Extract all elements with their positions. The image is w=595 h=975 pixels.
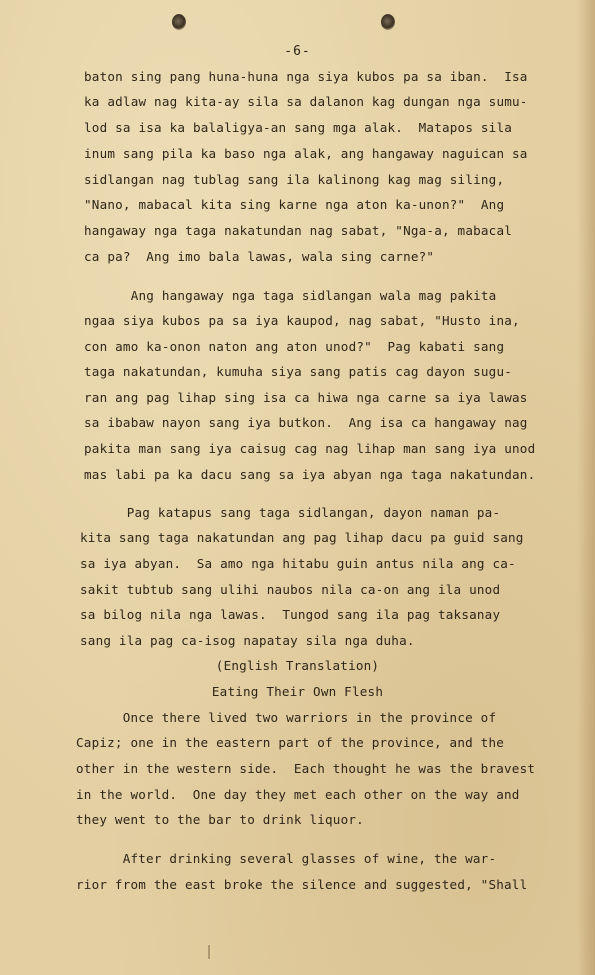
text-line: inum sang pila ka baso nga alak, ang hangaway naguican sa <box>84 146 528 161</box>
text-line: "Nano, mabacal kita sing karne nga aton ka-unon?" Ang <box>84 197 505 212</box>
text-line: sakit tubtub sang ulihi naubos nila ca-on ang ila unod <box>80 582 501 597</box>
translation-heading: (English Translation) <box>215 658 380 673</box>
text-line: Capiz; one in the eastern part of the province, and the <box>76 735 505 750</box>
text-line: other in the western side. Each thought he was the bravest <box>76 761 536 776</box>
text-line: ran ang pag lihap sing isa ca hiwa nga carne sa iya lawas <box>84 390 528 405</box>
text-line: taga nakatundan, kumuha siya sang patis cag dayon sugu- <box>84 364 513 379</box>
text-line: sa bilog nila nga lawas. Tungod sang ila pag taksanay <box>80 607 501 622</box>
text-line: Pag katapus sang taga sidlangan, dayon naman pa- <box>80 505 501 520</box>
text-line: baton sing pang huna-huna nga siya kubos pa sa iban. Isa <box>84 69 528 84</box>
text-line: ngaa siya kubos pa sa iya kaupod, nag sabat, "Husto ina, <box>84 313 520 328</box>
text-line: sa ibabaw nayon sang iya butkon. Ang isa ca hangaway nag <box>84 415 528 430</box>
paper-mark <box>208 945 210 959</box>
story-title: Eating Their Own Flesh <box>211 684 384 699</box>
text-line: con amo ka-onon naton ang aton unod?" Pag kabati sang <box>84 339 505 354</box>
text-line: Once there lived two warriors in the province of <box>76 710 497 725</box>
text-line: they went to the bar to drink liquor. <box>76 812 364 827</box>
page-number: -6- <box>284 44 311 59</box>
text-line: ka adlaw nag kita-ay sila sa dalanon kag dungan nga sumu- <box>84 94 528 109</box>
text-line: in the world. One day they met each other on the way and <box>76 787 520 802</box>
punch-hole-right <box>381 14 395 30</box>
text-line: kita sang taga nakatundan ang pag lihap dacu pa guid sang <box>80 530 524 545</box>
text-line: sa iya abyan. Sa amo nga hitabu guin antus nila ang ca- <box>80 556 516 571</box>
text-line: Ang hangaway nga taga sidlangan wala mag pakita <box>84 288 497 303</box>
text-line: rior from the east broke the silence and suggested, "Shall <box>76 877 528 892</box>
text-line: sidlangan nag tublag sang ila kalinong kag mag siling, <box>84 172 505 187</box>
text-line: mas labi pa ka dacu sang sa iya abyan nga taga nakatundan. <box>84 467 536 482</box>
text-line: sang ila pag ca-isog napatay sila nga duha. <box>80 633 415 648</box>
text-line: pakita man sang iya caisug cag nag lihap man sang iya unod <box>84 441 536 456</box>
text-line: ca pa? Ang imo bala lawas, wala sing carne?" <box>84 249 435 264</box>
text-line: After drinking several glasses of wine, the war- <box>76 851 497 866</box>
punch-hole-left <box>172 14 186 30</box>
text-line: lod sa isa ka balaligya-an sang mga alak. Matapos sila <box>84 120 513 135</box>
text-line: hangaway nga taga nakatundan nag sabat, "Nga-a, mabacal <box>84 223 513 238</box>
page-edge-shadow <box>577 0 595 975</box>
